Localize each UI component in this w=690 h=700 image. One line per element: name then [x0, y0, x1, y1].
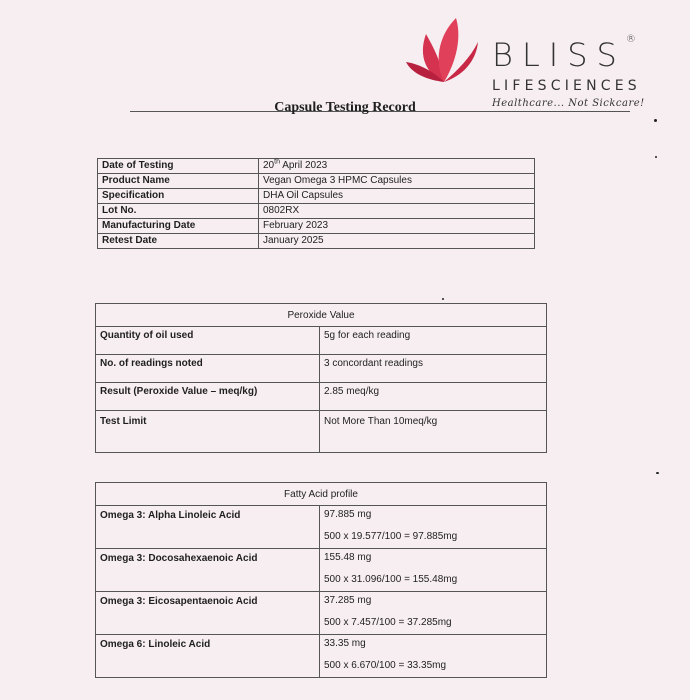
fatty-acid-calculation: 500 x 7.457/100 = 37.285mg: [324, 617, 452, 628]
info-value: DHA Oil Capsules: [259, 189, 535, 204]
info-value: 0802RX: [259, 204, 535, 219]
lotus-flower-icon: [404, 14, 482, 86]
fatty-acid-label: Omega 3: Docosahexaenoic Acid: [96, 549, 320, 592]
company-logo: [404, 14, 664, 109]
table-heading: Fatty Acid profile: [96, 483, 547, 506]
table-row: [96, 592, 547, 635]
table-row: [96, 383, 547, 411]
scan-speck: [442, 298, 444, 300]
peroxide-value: 3 concordant readings: [320, 355, 547, 383]
info-label: Date of Testing: [98, 159, 259, 174]
fatty-acid-amount: 33.35 mg: [324, 638, 366, 649]
document-title: Capsule Testing Record: [274, 100, 416, 115]
brand-name: BLISS®: [492, 34, 636, 74]
peroxide-label: Result (Peroxide Value – meq/kg): [96, 383, 320, 411]
info-label: Manufacturing Date: [98, 219, 259, 234]
info-label: Retest Date: [98, 234, 259, 249]
table-row: [96, 635, 547, 678]
fatty-acid-value: [320, 635, 547, 678]
fatty-acid-value: [320, 592, 547, 635]
peroxide-label: Quantity of oil used: [96, 327, 320, 355]
brand-subtitle: LIFESCIENCES: [492, 78, 641, 94]
product-info-table: [97, 158, 535, 249]
table-row: [96, 327, 547, 355]
info-label: Specification: [98, 189, 259, 204]
info-value: Vegan Omega 3 HPMC Capsules: [259, 174, 535, 189]
brand-tagline: Healthcare... Not Sickcare!: [492, 98, 645, 109]
peroxide-value: 2.85 meq/kg: [320, 383, 547, 411]
table-row: [98, 234, 535, 249]
info-label: Lot No.: [98, 204, 259, 219]
peroxide-value: Not More Than 10meq/kg: [320, 411, 547, 453]
table-row: [96, 355, 547, 383]
table-row: [98, 189, 535, 204]
fatty-acid-profile-table: [95, 482, 547, 678]
table-row: [96, 549, 547, 592]
table-header-row: [96, 304, 547, 327]
scan-speck: [655, 156, 657, 158]
info-value: January 2025: [259, 234, 535, 249]
peroxide-label: Test Limit: [96, 411, 320, 453]
fatty-acid-label: Omega 6: Linoleic Acid: [96, 635, 320, 678]
table-row: [98, 204, 535, 219]
fatty-acid-label: Omega 3: Alpha Linoleic Acid: [96, 506, 320, 549]
fatty-acid-amount: 37.285 mg: [324, 595, 372, 606]
trademark-symbol: ®: [625, 34, 636, 45]
table-row: [96, 506, 547, 549]
table-row: [98, 174, 535, 189]
fatty-acid-value: [320, 506, 547, 549]
scan-speck: [654, 119, 657, 122]
peroxide-label: No. of readings noted: [96, 355, 320, 383]
fatty-acid-amount: 97.885 mg: [324, 509, 372, 520]
peroxide-value: 5g for each reading: [320, 327, 547, 355]
info-label: Product Name: [98, 174, 259, 189]
table-row: [96, 411, 547, 453]
fatty-acid-calculation: 500 x 31.096/100 = 155.48mg: [324, 574, 458, 585]
fatty-acid-value: [320, 549, 547, 592]
scan-speck: [656, 472, 659, 474]
info-value: February 2023: [259, 219, 535, 234]
info-value: 20th April 2023: [259, 159, 535, 174]
fatty-acid-amount: 155.48 mg: [324, 552, 372, 563]
table-row: [98, 219, 535, 234]
fatty-acid-calculation: 500 x 19.577/100 = 97.885mg: [324, 531, 458, 542]
table-row: [98, 159, 535, 174]
table-header-row: [96, 483, 547, 506]
fatty-acid-calculation: 500 x 6.670/100 = 33.35mg: [324, 660, 447, 671]
fatty-acid-label: Omega 3: Eicosapentaenoic Acid: [96, 592, 320, 635]
peroxide-value-table: [95, 303, 547, 453]
table-heading: Peroxide Value: [96, 304, 547, 327]
